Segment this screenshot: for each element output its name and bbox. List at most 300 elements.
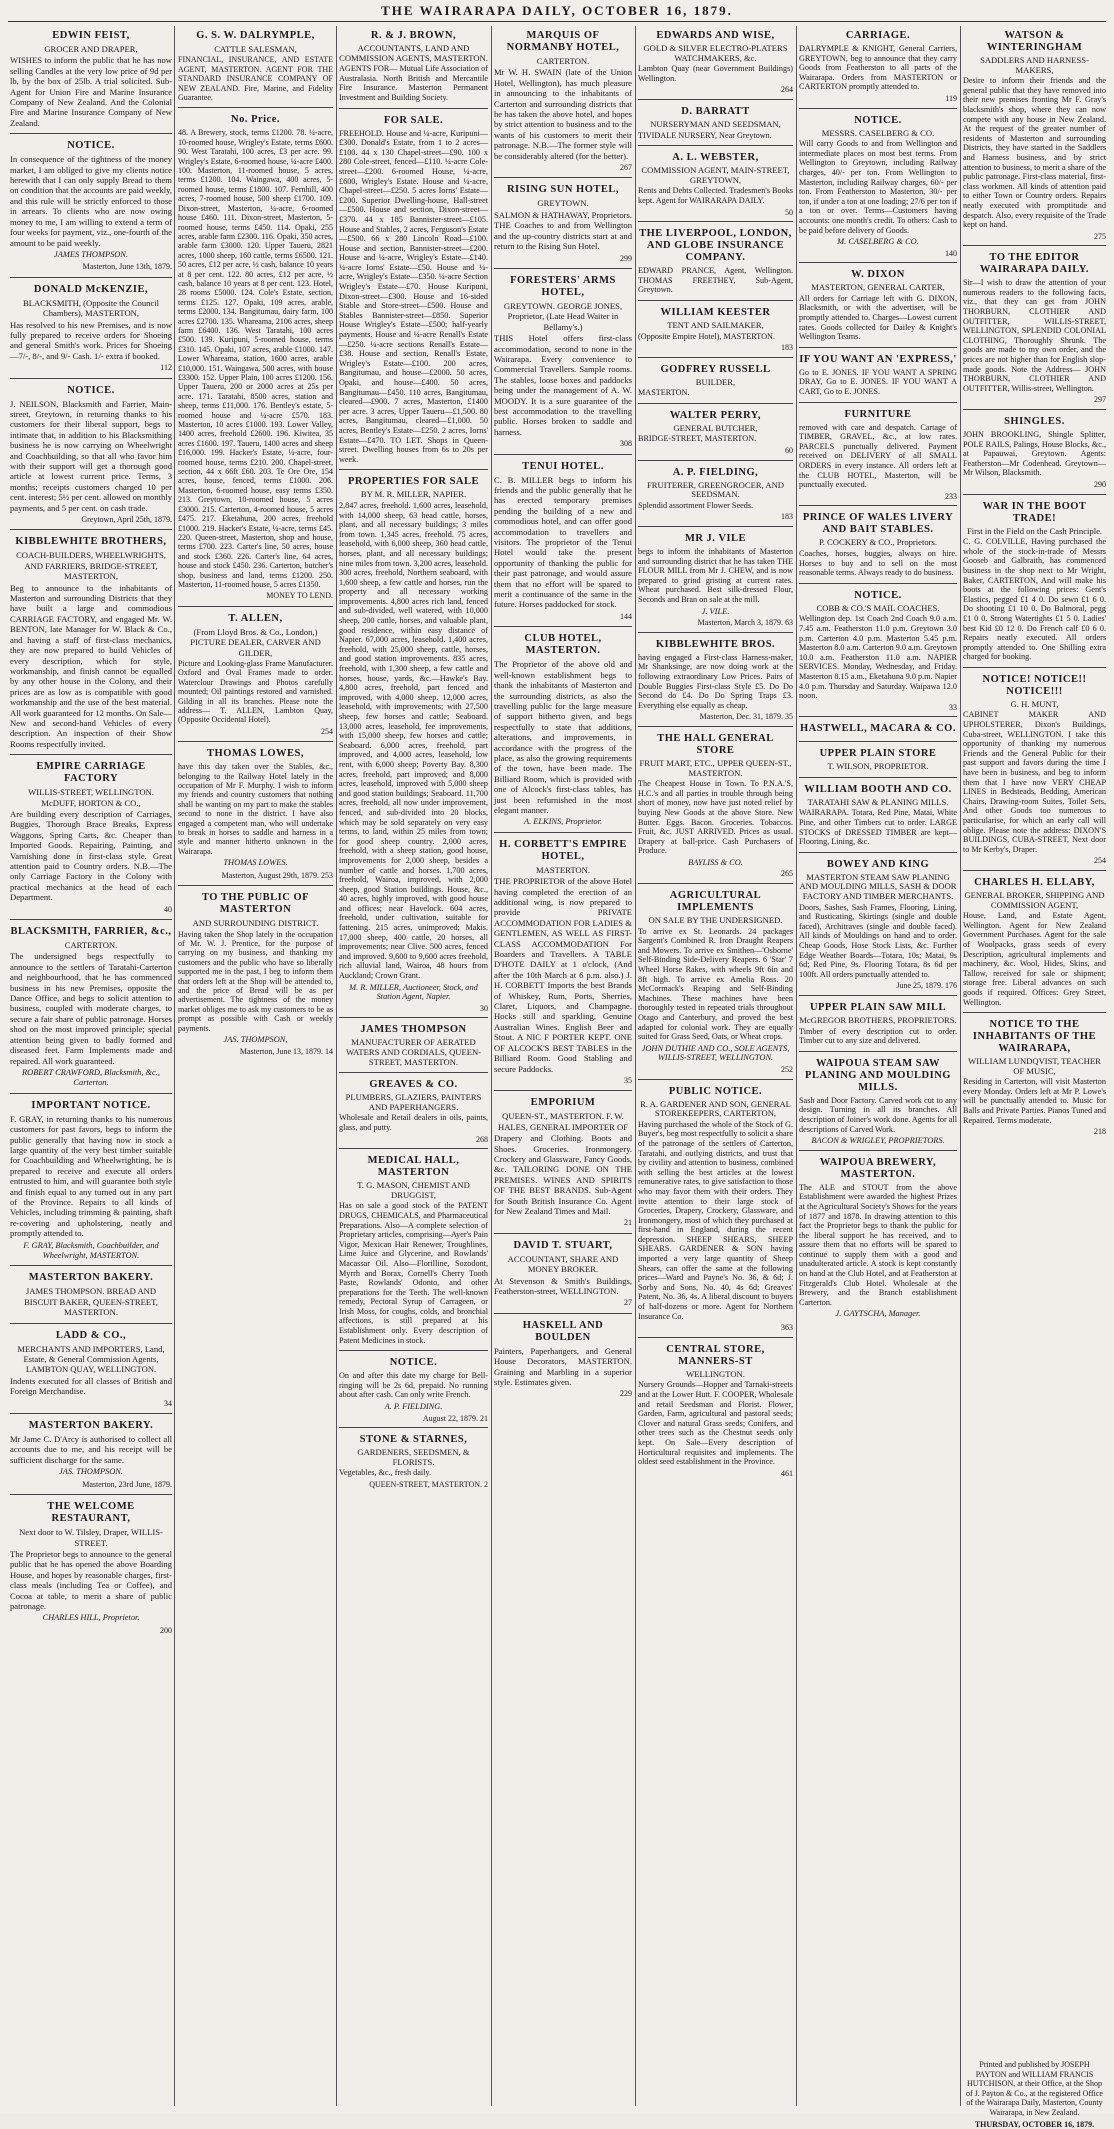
ad-title: IMPORTANT NOTICE.	[31, 1099, 151, 1111]
ad-footer: August 22, 1879. 21	[422, 1413, 488, 1423]
advertisement	[494, 629, 632, 833]
ad-title: D. BARRATT	[681, 105, 750, 117]
ad-subtitle: TENT AND SAILMAKER,	[667, 319, 764, 330]
ad-body: AGENTS FOR— Mutual Life Association of Australasia. North British and Mercantile Fire Insurance. Masterton Permanent Investment and Building Society.	[339, 64, 488, 102]
ad-subtitle: FRUIT MART, ETC., UPPER QUEEN-ST., MASTERTON.	[639, 757, 792, 778]
ad-body: Doors, Sashes, Sash Frames, Flooring, Lining, and Rusticating, Skirtings (single and double faced), Architraves (single and double faced). All kinds of Mouldings on hand and to order. Cheap Goods, Hose Stock Lists, &c. Further Edge Weather Boards—Totara, 10s; Matai, 9s 6d; Red Pine, 9s. Flooring Totara, 8s 6d per 100ft. All orders punctually attended to.	[799, 902, 957, 979]
ad-title: WILLIAM BOOTH AND CO.	[804, 783, 952, 795]
advertisement	[638, 635, 793, 727]
advertisement	[339, 1151, 488, 1351]
ad-subtitle: T. G. MASON, CHEMIST AND DRUGGIST,	[357, 1180, 470, 1200]
ad-title: No. Price.	[230, 114, 281, 126]
ad-body: Drapery and Clothing. Boots and Shoes. Groceries. Ironmongery. Crockery and Glassware, Fancy Goods, &c. TAILORING DONE ON THE PREMISES. WINES AND SPIRITS OF THE BEST BRANDS. Sub-Agent for South British Insurance Co. Agent for New Zealand Times and Mail.	[494, 1133, 632, 1216]
ad-subtitle: MERCHANTS AND IMPORTERS, Land, Estate, & General Commission Agents, LAMBTON QUAY, WELLINGTON.	[17, 1343, 165, 1375]
ad-footer: Masterton, August 29th, 1879. 253	[221, 870, 333, 880]
ad-title: THE LIVERPOOL, LONDON, AND GLOBE INSURANCE COMPANY.	[639, 228, 792, 264]
ad-title: JAMES THOMPSON	[360, 1024, 467, 1036]
ad-footer: 275	[1094, 231, 1106, 241]
ad-body: Painters, Paperhangers, and General House Decorators, MASTERTON. Graining and Marbling in a superior style. Estimates given.	[494, 1345, 632, 1388]
ad-body: On and after this date my charge for Bell-ringing will be 2s 6d, prepaid. No running about after cash. Can only write French.	[339, 1371, 488, 1400]
ad-title: TO THE EDITOR WAIRARAPA DAILY.	[979, 252, 1090, 276]
ad-title: FORESTERS' ARMS HOTEL,	[510, 274, 616, 298]
ad-title: A. L. WEBSTER,	[672, 152, 759, 164]
masthead-rule	[8, 21, 1106, 22]
ad-title: EMPORIUM	[530, 1097, 596, 1109]
ad-signature: JAS. THOMPSON.	[59, 1467, 123, 1477]
advertisement	[339, 26, 488, 109]
ad-title: T. ALLEN,	[228, 612, 283, 624]
advertisement	[638, 26, 793, 100]
ad-subtitle: McGREGOR BROTHERS, PROPRIETORS.	[799, 1014, 957, 1025]
ad-body: C. B. MILLER begs to inform his friends and the public generally that he has erected temporary premises pending the building of a new and commodious hotel, and can offer good accommodation to travellers and visitors. The proprietor of the Tenui Hotel would take the present opportunity of thanking the public for their past patronage, and would assure them that no effort will be spared to merit a continuance of the same in the future. Horses paddocked for stock.	[494, 474, 632, 610]
ad-footer: 140	[945, 248, 957, 258]
advertisement	[339, 1353, 488, 1428]
advertisement	[494, 1093, 632, 1233]
advertisement	[963, 248, 1106, 410]
advertisement	[638, 463, 793, 527]
advertisement	[178, 888, 333, 1062]
ad-subtitle: GREYTOWN. GEORGE JONES, Proprietor, (Late Head Waiter in Bellamy's.)	[503, 300, 623, 332]
ad-footer: QUEEN-STREET, MASTERTON. 2	[369, 1480, 488, 1489]
ad-footer: 40	[164, 904, 172, 914]
ad-title: CLUB HOTEL, MASTERTON.	[524, 633, 602, 657]
column-6	[799, 26, 957, 2106]
ad-title: TO THE PUBLIC OF MASTERTON	[201, 892, 310, 916]
ad-title: EDWIN FEIST,	[52, 30, 130, 41]
advertisement	[963, 26, 1106, 246]
ad-title: A. P. FIELDING,	[672, 466, 759, 478]
ad-title: H. CORBETT'S EMPIRE HOTEL,	[499, 838, 627, 862]
ad-body: Residing in Carterton, will visit Masterton every Monday. Orders left at Mr P. Lowe's will be punctually attended to. Music for Balls and Private Parties. Pianos Tuned and Repaired. Terms moderate.	[963, 1077, 1106, 1125]
ad-signature: J. VILE.	[701, 606, 730, 616]
ad-body: Indents executed for all classes of British and Foreign Merchandise.	[10, 1375, 172, 1397]
ad-body: To arrive ex St. Leonards. 24 packages Sargent's Combined R. Iron Draught Reapers and Mowers. To arrive ex Smithen—'Osborne' Self-Binding Side-Delivery Reapers. 6 'Star' 7 Wheel Horse Rakes, with wheels 9ft 6in and 8ft high. To arrive ex Amelia Ross. 20 McCormack's Reaping and Self-Binding Machines. These machines have been thoroughly tested in repeated trials throughout Otago and Canterbury, and proved the best adapted for colonial work. They are equally suited for Grass Seed, Oats, or Wheat crops.	[638, 926, 793, 1042]
ad-footer: Masterton, March 3, 1879. 63	[697, 618, 793, 628]
ad-title: WAR IN THE BOOT TRADE!	[982, 500, 1087, 524]
imprint	[963, 2060, 1106, 2129]
ad-body: Vegetables, &c., fresh daily.	[339, 1468, 431, 1478]
advertisement	[638, 148, 793, 222]
advertisement	[638, 529, 793, 633]
ad-title: WILLIAM KEESTER	[660, 306, 771, 318]
ad-body: 48. A Brewery, stock, terms £1200. 78. ¼-acre, 10-roomed house, Wrigley's Estate, terms £600. 90. West Taratahi, 100 acres, £3 per acre. 99. Wrigley's Estate, 6-roomed house, ¼-acre £400. 100. Masterton, 11-roomed house, 5 acres, terms £1200. 104. Waingawa, 400 acres, 5-roomed house, terms £1800. 107. Fernhill, 400 acres, 7-roomed house, 500 sheep £1700. 109. Dixon-street, Masterton, ¼-acre, 6-roomed house £460. 111. Dixon-street, Masterton, 5-roomed house, terms £450. 114. Opaki, 255 acres, arable farm £2300. 116. Opaki, 350 acres, arable farm £3000. 120. Upper Taueru, 2821 acres, 1000 sheep, 160 cattle, terms £6500. 121. 50 acres, £12 per acre, ½ cash, balance 10 years at 8 per cent. 122. 80 acres, £12 per acre, ½ cash, balance 10 years at 8 per cent. 123. Hotel, 28 rooms £5000. 124. Cole's Estate, section, terms £125. 127. Opaki, 109 acres, arable, terms £2000. 134. Bangitumau, dairy farm, 100 acres £2700. 135. Whareama, 2106 acres, sheep farm £6400. 136. West Taratahi, 100 acres £500. 139. Kuripuni, 5-roomed house, terms £310. 145. Opaki, 107 acres, arable £1000. 147. Lower Whareama, station, 1600 acres, arable £10,000. 151. Waingawa, 500 acres, with house £3300. 152. Upper Plain, 100 acres £1200. 156. Upper Taueru, 200 or 2000 acres at 25s per acre. 171. Taratahi, 8500 acres, station and sheep, terms £11,000. 176. Bentley's estate, 5-roomed house and ¼-acre £570. 183. Masterton, 10 acres £1000. 193. Lower Valley, 1400 acres, freehold £2600. 196. Kiwitea, 35 acres £1600. 197. Taueru, 1400 acres and sheep £16,000. 199. Hacker's Estate, ¼-acre, four-roomed house, terms £210. 200. Chapel-street, section, 44 x 66ft £60. 203. Te Ore Ore, 154 acres, house, fenced, terms £1000. 206. Masterton, 6-roomed house, easy terms £350. 213. Greytown, 10-roomed house, 5 acres £3000. 215. Carterton, 4-roomed house, 5 acres £475. 217. Eketahuna, 200 acres, freehold £1000. 219. Hacker's Estate, ¼-acre, terms £45. 220. Queen-street, Masterton, shop and house, terms £700. 223. Carter's line, 50 acres, house and stock £360. 226. Carter's line, 64 acres, house and stock £450. 236. Carterton, butcher's shop, business and land, terms £1200. 250. Masterton, 11-roomed house, 5 acres £1350.	[178, 128, 333, 589]
ad-footer: 35	[624, 1075, 632, 1085]
ad-footer: June 25, 1879. 176	[896, 981, 957, 991]
ad-body: 2,847 acres, freehold. 1,600 acres, leasehold, with 14,000 sheep, 63 head cattle, horses, plant, and all necessary buildings; 3 miles from town. 1,345 acres, freehold. 75 acres, leasehold, with 6,000 sheep, 360 head cattle, horses, plant, and all necessary buildings; nine miles from town. 3,200 acres, leasehold. 300 acres, freehold, Northern seaboard, with 1,600 sheep, a few cattle and horses, run the property and all necessary working improvements. 4,800 acres rich land, fenced and sub-divided, well watered, with 10,000 sheep, 200 cattle, horses, and valuable plant, good residence, within easy distance of Napier. 67,000 acres, leasehold. 1,400 acres, freehold, with 25,000 sheep, cattle, horses, and good station improvements. 835 acres, freehold, with 1,300 sheep, a few cattle and horses, house, yards, &c.—Hawke's Bay. 4,800 acres, freehold, part fenced and improved, with 4,000 sheep. 12,000 acres, leasehold, with improvements; with 27,500 sheep, few horses and cattle; Seaboard. 13,000 acres, leasehold, fee improvements, with 15,000 sheep, few horses and cattle; Seaboard. 6,000 acres, freehold, part improved, and 4,000 acres, leasehold, low rent, with 6,000 sheep; Poverty Bay. 8,300 acres, freehold, part improved; and 8,000 acres, leasehold, improved with 5,000 sheep and good station buildings; Seaboard. 11,700 acres, freehold, all now under improvement, fenced, and sub-divided into 20 blocks, which may be sold separately on very easy terms, to land, within 25 miles from town; for good sheep country. 2,000 acres, freehold, with a sheep station, good house, improvements for 2,000 sheep, besides a number of cattle and horses. 1,700 acres, freehold, Wairoa, improved, with 2,000 sheep, good Station buildings. House, &c., 40 acres, highly improved, with good house and offices; near Havelock. 604 acres, freehold, under cultivation, suitable for fattening. 215 acres, unimproved; Makis. 17,000 sheep, 400 cattle, 20 horses, all improvements; near Clive. 500 acres, fenced and improved. 9,600 to 9,600 acres freehold, rich alluvial land, Wairoa, 48 hours from Auckland; Crown Grant.	[339, 500, 488, 981]
ad-subtitle: WELLINGTON.	[686, 1368, 745, 1379]
ad-subtitle: T. WILSON, PROPRIETOR.	[827, 761, 929, 772]
ad-title: BLACKSMITH, FARRIER, &c.,	[10, 926, 172, 938]
ad-title: BOWEY AND KING	[826, 858, 930, 870]
ad-title: SHINGLES.	[1004, 416, 1065, 427]
ad-title: WAIPOUA STEAM SAW PLANING AND MOULDING MILLS.	[805, 1057, 951, 1093]
ad-subtitle: CATTLE SALESMAN,	[214, 44, 297, 54]
ad-title: FURNITURE	[844, 408, 912, 420]
advertisement	[178, 744, 333, 886]
advertisement	[339, 472, 488, 1018]
advertisement	[799, 780, 957, 853]
ad-subtitle: ACCOUNTANTS, LAND AND COMMISSION AGENTS, MASTERTON.	[339, 43, 488, 63]
ad-subtitle: G. H. MUNT,	[1010, 698, 1059, 709]
ad-footer: Greytown, April 25th, 1879.	[81, 515, 172, 525]
advertisement	[638, 406, 793, 461]
ad-body: Beg to announce to the inhabitants of Masterton and surrounding Districts that they have built a large and commodious CARRIAGE FACTORY, and engaged Mr. W. BENTON, late Manager for W. Black & Co., and having a staff of first-class mechanics, they are now prepared to build Vehicles of every description, which for style, workmanship, and finish cannot be equalled by any other house in the Colony, and their prices are as low as is compatible with good workmanship and the use of the best material. All work guaranteed for 12 months. On Sale—New and second-hand Vehicles of every description. An inspection of their Show Rooms respectfully invited.	[10, 582, 172, 749]
ad-title: DONALD McKENZIE,	[33, 283, 149, 295]
ad-body: MASTERTON.	[638, 388, 690, 398]
advertisement	[799, 508, 957, 583]
ad-title: NOTICE.	[854, 589, 902, 601]
imprint-date: THURSDAY, OCTOBER 16, 1879.	[974, 2119, 1095, 2129]
ad-title: MEDICAL HALL, MASTERTON	[367, 1155, 460, 1179]
ad-body: SALMON & HATHAWAY, Proprietors. THE Coaches to and from Wellington and the up-country districts start at and return to the Rising Sun Hotel.	[494, 209, 633, 252]
ad-title: LADD & CO.,	[55, 1329, 127, 1341]
ad-title: STONE & STARNES,	[359, 1434, 468, 1446]
ad-footer: 233	[945, 491, 957, 501]
advertisement	[339, 1430, 488, 1493]
column-2	[178, 26, 333, 2106]
ad-body: In consequence of the tightness of the money market, I am obliged to give my clients notice herewith that I can only supply Bread to them on condition that the accounts are paid weekly, and this rule will be strictly enforced to those in arrears. To clients who are now owing money to me, I am willing to extend a term of four weeks for payment, viz., one-fourth of the amount to be paid weekly.	[10, 154, 172, 248]
advertisement	[799, 998, 957, 1052]
ad-body: THE PROPRIETOR of the above Hotel having completed the erection of an additional wing, is now prepared to provide PRIVATE ACCOMMODATION FOR LADIES & GENTLEMEN, AS WELL AS FIRST-CLASS ACCOMMODATION For Boarders and Travellers. A TABLE D'HOTE DAILY at 1 o'clock, (And after the 10th March at 6 p.m. also.) J. H. CORBETT Imports the best Brands of Whiskey, Rum, Ports, Sherries, Claret, Liquors, and Champagne. Hocks still and sparkling, Genuine Australian Wines. English Beer and Stout. A NIC F PORTER KEPT. ONE OF ALCOCK'S BEST TABLES in the Billiard Room. Good Stabling and secure Paddocks.	[494, 876, 632, 1074]
advertisement	[799, 1153, 957, 1323]
ad-footer: 21	[624, 1218, 632, 1228]
ad-signature: BACON & WRIGLEY, PROPRIETORS.	[811, 1136, 945, 1146]
ad-body: Will carry Goods to and from Wellington and intermediate places on most best terms. From Wellington to Greytown, including Railway charges, 40/- per ton. From Wellington to Masterton, including Railway charges, 60/- per ton. From Featherston to Masterton, 30/- per ton, if under a ton at one loading; 27/6 per ton if a ton or over. Terms—Customers having accounts: one month's credit. To others: Cash to be paid before delivery of Goods.	[799, 139, 957, 235]
column-1	[10, 26, 172, 2106]
advertisement	[799, 719, 957, 742]
ad-body: Mr Jame C. D'Arcy is authorised to collect all accounts due to me, and his receipt will be sufficient discharge for the same.	[10, 1434, 172, 1465]
ad-title: EMPIRE CARRIAGE FACTORY	[36, 761, 146, 785]
advertisement	[799, 1054, 957, 1151]
ad-title: WALTER PERRY,	[669, 409, 762, 421]
column-divider	[336, 26, 337, 2106]
ad-footer: 60	[785, 446, 793, 456]
advertisement	[638, 729, 793, 884]
ad-footer: 254	[321, 726, 333, 736]
ad-footer: 264	[781, 85, 793, 95]
ad-title: W. DIXON	[851, 269, 905, 281]
advertisement	[10, 136, 172, 277]
ad-body: begs to inform the inhabitants of Masterton and surrounding district that he has taken THE FLOUR MILL from Mr J. CHEW, and is now prepared to grind gristing at current rates. Wheat purchased. Best silk-dressed Flour, Seconds and Bran on sale at the mill.	[638, 547, 793, 604]
advertisement	[638, 886, 793, 1080]
ad-subtitle: PLUMBERS, GLAZIERS, PAINTERS AND PAPERHANGERS.	[345, 1092, 482, 1112]
advertisement	[178, 609, 333, 742]
column-divider	[960, 26, 961, 2106]
ad-body: (Opposite Empire Hotel), MASTERTON.	[638, 331, 775, 341]
ad-body: have this day taken over the Stables, &c., belonging to the Railway Hotel lately in the occupation of Mr F. Murphy. I wish to inform my friends and country customers that nothing shall be wanting on my part to make the stables second to none in the district. I have also engaged a competent man, who will undertake to break in horses to saddle and harness in a style and manner hitherto unknown in the Wairarapa.	[178, 762, 333, 856]
advertisement	[10, 381, 172, 531]
ad-body: Timber of every description cut to order. Timber cut to any size and delivered.	[799, 1026, 957, 1046]
masthead: THE WAIRARAPA DAILY, OCTOBER 16, 1879.	[381, 3, 733, 18]
ad-subtitle: CARTERTON.	[536, 56, 590, 66]
advertisement	[799, 855, 957, 996]
ad-subtitle: ACCOUNTANT, SHARE AND MONEY BROKER.	[507, 1253, 619, 1275]
ad-body: Sash and Door Factory. Carved work cut to any design. Turning in all its branches. All description of Joiner's work done. Agents for all descriptions of Carved Work.	[799, 1095, 957, 1134]
ad-subtitle: WILLIS-STREET, WELLINGTON. McDUFF, HORTON & CO.,	[28, 787, 154, 808]
ad-signature: M. R. MILLER, Auctioneer, Stock, and Station Agent, Napier.	[349, 982, 478, 1002]
ad-title: MR J. VILE	[684, 533, 747, 545]
advertisement	[799, 586, 957, 718]
column-7	[963, 26, 1106, 2054]
ad-body: Picture and Looking-glass Frame Manufacturer. Oxford and Oval Frames made to order. Waterclour Drawings and Photos carefully mounted; Oil paintings restored and varnished. Gilding in all its branches. Please note the address— T. ALLEN, Lambton Quay, (Opposite Occidental Hotel).	[178, 658, 333, 725]
ad-subtitle: COBB & CO.'S MAIL COACHES.	[816, 602, 940, 613]
ad-subtitle: GREYTOWN.	[537, 198, 589, 209]
advertisement	[638, 1082, 793, 1338]
ad-subtitle: CARTERTON.	[64, 940, 118, 951]
advertisement	[494, 26, 632, 178]
ad-title: CHARLES H. ELLABY,	[974, 876, 1095, 888]
ad-title: MASTERTON BAKERY.	[28, 1420, 154, 1432]
advertisement	[638, 303, 793, 358]
ad-subtitle: (From Lloyd Bros. & Co., London,) PICTURE DEALER, CARVER AND GILDER,	[190, 626, 321, 658]
advertisement	[178, 110, 333, 606]
advertisement	[10, 922, 172, 1094]
ad-title: CENTRAL STORE, MANNERS-ST	[666, 1343, 765, 1367]
ad-body: having engaged a First-class Harness-maker, Mr Shanksinge, are now doing work at the following extraordinary Low Prices. Pairs of Double Buggies First-class Style £5. Do Do Second do £4. Do Do Spring Traps £3. Everything else equally as cheap.	[638, 652, 793, 710]
ad-subtitle: MASTERTON STEAM SAW PLANING AND MOULDING MILLS, SASH & DOOR FACTORY AND TIMBER MERCHANTS.	[799, 871, 957, 902]
ad-footer: 297	[1094, 395, 1106, 405]
ad-signature: BAYLISS & CO.	[688, 857, 743, 867]
advertisement	[494, 1236, 632, 1314]
ad-body: C. G. COLVILLE, Having purchased the whole of the stock-in-trade of Messrs Gooseb and Galbraith, has commenced business in the shop next to Mr Wright, Baker, CARTERTON, And will make his boots at the following prices: Gent's Elastics, pegged £1 4 0. Do sewn £1 6 0. Do shooting £1 10 0. Do Balmoral, pegg £1 0 0. Strong Watertights £1 5 0. Ladies' best Kid £0 12 0. Do French calf £0 6 0. Repairs neatly executed. All orders promptly attended to. One Shilling extra charged for booking.	[963, 537, 1106, 662]
ad-signature: A. P. FIELDING.	[384, 1402, 443, 1412]
ad-body: The Cheapest House in Town. To P.N.A.'S, H.C.'s and all parties in trouble through being short of money, now have just noted relief by buying New Goods at the above Store. New Butter. Eggs. Bacon. Groceries. Tobaccos. Fruit, &c. JUST ARRIVED. Prices as usual. Drapery at ball-price. Cash Purchasers of Produce.	[638, 779, 793, 856]
ad-subtitle: BUILDER,	[695, 376, 736, 387]
ad-footer: 268	[476, 1134, 488, 1144]
ad-title: PROPERTIES FOR SALE	[347, 476, 480, 488]
column-divider	[491, 26, 492, 2106]
ad-body: J. NEILSON, Blacksmith and Farrier, Main-street, Greytown, in returning thanks to his customers for their liberal support, begs to intimate that, in addition to his Blacksmithing business he is now carrying on Wheelwright and Coachbuilding, so that all who favor him with their support will get a thorough good article at lowest current price. Terms, 3 months; receipts customers charged 10 per cent. interest; 5½ per cent. allowed on monthly payments, and 5 per cent. on cash trade.	[10, 398, 172, 513]
ad-body: Lambton Quay (near Government Buildings) Wellington.	[638, 64, 793, 83]
ad-title: MASTERTON BAKERY.	[28, 1272, 154, 1284]
advertisement	[494, 180, 632, 268]
ad-footer: 265	[781, 869, 793, 879]
ad-subtitle: GOLD & SILVER ELECTRO-PLATERS WATCHMAKERS, &c.	[643, 43, 788, 63]
ad-subtitle: Next door to W. Tilsley, Draper, WILLIS-STREET.	[19, 1527, 163, 1548]
advertisement	[963, 873, 1106, 1013]
advertisement	[963, 497, 1106, 668]
advertisement	[638, 360, 793, 404]
ad-body: Has resolved to his new Premises, and is now fully prepared to receive orders for Shoeing and general Smith's work. Prices for Shoeing—7/-, 8/-, and 9/- Cash. 1/- extra if booked.	[10, 319, 172, 361]
ad-body: TIVIDALE NURSERY, Near Greytown.	[638, 130, 772, 140]
ad-subtitle: TARATAHI SAW & PLANING MILLS.	[807, 796, 949, 807]
ad-title: WAIPOUA BREWERY, MASTERTON.	[819, 1156, 937, 1180]
ad-body: Has on sale a good stock of the PATENT DRUGS, CHEMICALS, and Pharmaceutical Preparations. Also—A complete selection of Proprietary articles, comprising—Ayer's Pain Vigor, Mexican Hair Renewer, Troughlines, Lime Juice and Glycerine, and Rowlands' Macassar Oil. Also—Florilline, Sozodont, Myrrh and Borax, Cornell's Cherry Tooth Paste, Rowlands' Odonto, and other preparations for the Teeth. The well-known remedy, Pectoral Syrup of Carrageen, or Irish Moss, for coughs, colds, and bronchial affections, is still prepared at his Establishment only. Every description of Patent Medicines in stock.	[339, 1201, 488, 1345]
ad-title: UPPER PLAIN SAW MILL	[809, 1001, 947, 1013]
ad-footer: 183	[781, 512, 793, 522]
ad-signature: CHARLES HILL, Proprietor.	[42, 1613, 140, 1623]
ad-body: Splendid assortment Flower Seeds.	[638, 500, 754, 510]
ad-title: UPPER PLAIN STORE	[819, 748, 937, 760]
ad-title: KIBBLEWHITE BROTHERS,	[15, 536, 167, 548]
ad-body: Are building every description of Carriages, Buggies, Thorough Brace Breaks, Express Waggons, Spring Carts, &c. Cheaper than Imported Goods. Repairing, Painting, and Varnishing done in first-class style. Great attention paid to Country orders. N.B.—The only Carriage Factory in the Colony with practical mechanics at the head of each Department.	[10, 808, 172, 903]
ad-footer: 33	[949, 702, 957, 712]
advertisement	[339, 111, 488, 471]
ad-body: The undersigned begs respectfully to announce to the settlers of Taratahi-Carterton and neighbourhood, that he has commenced business in his new Premises, opposite the Dance Office, and begs to solicit attention to business, coupled with moderate charges, to secure a fair share of public patronage. Horses shod on the most improved principle; special attention being given to badly formed and diseased feet. Farm Implements made and repaired. All work guaranteed.	[10, 951, 172, 1066]
ad-footer: 119	[945, 93, 957, 103]
ad-signature: A. ELKINS, Proprietor.	[523, 817, 603, 827]
ad-title: NOTICE.	[389, 1357, 438, 1369]
advertisement	[10, 1416, 172, 1495]
advertisement	[963, 412, 1106, 495]
ad-footer: 27	[624, 1298, 632, 1308]
ad-footer: 112	[160, 363, 172, 373]
ad-body: Wholesale and Retail dealers in oils, paints, glass, and putty.	[339, 1113, 488, 1132]
ad-body: Go to E. JONES. IF YOU WANT A SPRING DRAY, Go to E. JONES. IF YOU WANT A CART, Go to E. JONES.	[799, 367, 957, 397]
ad-body: Desire to inform their friends and the general public that they have removed into their new premises fronting Mr F. Gray's blacksmith's shop, where they can now compete with any house in New Zealand. At the request of the greater number of residents of Masterton and surrounding Districts, they have started in the Saddlers and Harness business, and by strict attention to business, to merit a share of the public patronage. First-class material, first-class workmen. All kinds of attention paid to either Town or Country orders. Repairs neatly executed with promptitude and despatch. Also, every requisite of the Trade kept on hand.	[963, 76, 1106, 230]
ad-subtitle: GENERAL BUTCHER,	[673, 422, 758, 433]
ad-footer: Masterton, 23rd June, 1879.	[82, 1479, 172, 1489]
ad-footer: 50	[785, 207, 793, 217]
ad-subtitle: MESSRS. CASELBERG & CO.	[821, 127, 935, 138]
advertisement	[799, 744, 957, 778]
ad-title: EDWARDS AND WISE,	[656, 30, 775, 41]
ad-subtitle: JAMES THOMPSON. BREAD AND BISCUIT BAKER, QUEEN-STREET, MASTERTON.	[24, 1286, 158, 1318]
ad-signature: JAS. THOMPSON,	[223, 1034, 288, 1044]
ad-title: MARQUIS OF NORMANBY HOTEL,	[506, 30, 620, 53]
ad-footer: 267	[620, 163, 632, 173]
ad-title: R. & J. BROWN,	[370, 30, 457, 41]
advertisement	[178, 26, 333, 108]
ad-body: BRIDGE-STREET, MASTERTON.	[638, 434, 757, 444]
ad-title: GREAVES & CO.	[369, 1079, 458, 1091]
ad-title: AGRICULTURAL IMPLEMENTS	[669, 890, 762, 914]
advertisement	[638, 1340, 793, 1483]
ad-footer: 200	[160, 1625, 172, 1635]
ad-footer: 461	[781, 1468, 793, 1478]
ad-footer: 229	[620, 1389, 632, 1399]
ad-subtitle: FRUITERER, GREENGROCER, AND SEEDSMAN.	[646, 479, 785, 500]
ad-body: WAIRARAPA. Totara, Red Pine, Matai, White Pine, and other Timbers cut to order. LARGE STOCKS of DRESSED TIMBER are kept—Flooring, Lining, &c.	[799, 808, 957, 847]
ad-subtitle: GENERAL BROKER, SHIPPING AND COMMISSION AGENT,	[964, 889, 1105, 910]
imprint-text: Printed and published by JOSEPH PAYTON and WILLIAM FRANCIS HUTCHISON, at their Office, at the Shop of J. Payton & Co., at the registered Office of the Wairarapa Daily, Masterton, County Wairarapa, in New Zealand.	[966, 2060, 1103, 2117]
advertisement	[10, 280, 172, 379]
ad-body: House, Land, and Estate Agent, Wellington. Agent for New Zealand Government Purchases. Agent for the sale of Woolpacks, grass seeds of every Description, agricultural implements and machinery, &c. Wool, Hides, Skins, and Tallow, received for sale or shipment; storage free. Liberal advances on such goods if required. Offices: Grey Street, Wellington.	[963, 911, 1106, 1007]
ad-title: HASKELL AND BOULDEN	[522, 1319, 604, 1343]
ad-footer: Masterton, June 13th, 1879.	[82, 262, 172, 272]
ad-subtitle: WILLIAM LUNDQVIST, TEACHER OF MUSIC,	[968, 1056, 1101, 1076]
advertisement	[799, 265, 957, 348]
ad-footer: 144	[620, 611, 632, 621]
column-divider	[796, 26, 797, 2106]
ad-body: WISHES to inform the public that he has now selling Candles at the very low price of 9d per lb, by the box of 25lb. A trial solicited. Sub-Agent for Union Fire and Marine Insurance Company of New Zealand. And the Colonial Fire and Marine Insurance Company of New Zealand.	[10, 55, 172, 128]
ad-footer: 252	[781, 1064, 793, 1074]
ad-title: PRINCE OF WALES LIVERY AND BAIT STABLES.	[802, 512, 954, 536]
advertisement	[494, 1316, 632, 1404]
ad-body: Mr W. H. SWAIN (late of the Union Hotel, Wellington), has much pleasure in announcing to the inhabitants of Carterton and surrounding districts that he has taken the above hotel, and hopes by strict attention to business and to the wants of his customers to merit their patronage. N.B.—The former style will be considerably altered (for the better).	[494, 67, 632, 161]
ad-subtitle: MANUFACTURER OF AERATED WATERS AND CORDIALS, QUEEN-STREET, MASTERTON.	[345, 1037, 482, 1067]
ad-body: DALRYMPLE & KNIGHT, General Carriers, GREYTOWN, beg to announce that they carry Goods from Featherston to all parts of the Wairarapa. Orders from MASTERTON or CARTERTON promptly attended to.	[799, 44, 957, 92]
ad-title: THE WELCOME RESTAURANT,	[47, 1501, 135, 1525]
column-5	[638, 26, 793, 2106]
ad-title: HASTWELL, MACARA & CO.	[800, 723, 956, 735]
ad-footer: 254	[1094, 856, 1106, 866]
ad-title: NOTICE.	[67, 140, 115, 152]
ad-footer: Masterton, June 13, 1879. 14	[239, 1047, 333, 1057]
ad-signature: M. CASELBERG & CO.	[837, 237, 919, 247]
ad-footer: 299	[620, 253, 632, 263]
ad-title: GODFREY RUSSELL	[660, 363, 771, 375]
ad-subtitle: QUEEN-ST., MASTERTON. F. W. HALES, GENERAL IMPORTER OF	[498, 1111, 628, 1132]
ad-title: NOTICE! NOTICE!! NOTICE!!!	[982, 673, 1087, 697]
ad-body: FREEHOLD. House and ¼-acre, Kuripuni—£300. Donald's Estate, from 1 to 2 acres—£100. 44 x 130 Chapel-street—£90. 100 x 280 Cole-street, fenced—£110. ¼-acre Cole-street—£200. 6-roomed House, ¼-acre, £600, Wrigley's Estate. House and ¼-acre, Chapel-street—£250. 5 acres Iorns' Estate—£200. Superior Dwelling-house, Hall-street—£500. House and section, Dixon-street—£370. 44 x 185 Bannister-street—£105. House and Stables, 2 acres, Ferguson's Estate—£500. 66 x 280 Lincoln Road—£100. House and section, Bannister-street—£200. House and ¼-acre, Wrigley's Estate—£140. ¼-acre Iorns' Estate—£50. House and ¼-acre, Wrigley's Estate—£350. ¼-acre Section Wrigley's Estate—£70. House Kuripuni, Dixon-street—£300. House and 16-sided Stable and Store-street—£500. House and Stables Bannister-street—£850. Superior House Wrigley's Estate—£500; half-yearly payments. House and ¼-acre Renall's Estate—£250. ¼-acre sections Renall's Estate—£38. House and section, Renall's Estate, Wrigley's Estate—£100. 200 acres, Bangitumau, and house—£2000. 50 acres, Opaki, and house—£400. 50 acres, Bangitumau—£450. 110 acres, Bangitumau, cleared—£900. 7 acres, Masterton, £1400 per acre. 3 acres, Upper Taueru—£1,500. 80 acres, Bangitumau, cleared—£1,000. 50 acres, Bentley's Estate—£250. 2 acres, Iorns' Estate—£470. TO LET. Shops in Queen-street. Dwelling houses from 6s to 20s per week.	[339, 128, 488, 464]
ad-subtitle: R. A. GARDENER AND SON, GENERAL STOREKEEPERS, CARTERTON,	[640, 1098, 791, 1119]
ad-subtitle: BLACKSMITH, (Opposite the Council Chambers), MASTERTON,	[22, 297, 160, 319]
ad-footer: Masterton, Dec. 31, 1879. 35	[699, 712, 793, 722]
advertisement	[10, 1268, 172, 1323]
advertisement	[339, 1020, 488, 1073]
ad-title: DAVID T. STUART,	[513, 1239, 613, 1251]
column-divider	[174, 26, 175, 2106]
advertisement	[799, 350, 957, 403]
ad-footer: 30	[480, 1003, 488, 1013]
ad-body: Nursery Grounds—Hopper and Tarnaki-streets and at the Lower Hutt. F. COOPER, Wholesale and retail Seedsman and Florist. Flower, Garden, Farm, agricultural and pastoral seeds; Clover and natural Grass seeds; Conifers, and other trees such as the Chestnut seeds only kept. On Sale—Every description of Horticultural requisites and implements. The oldest seed establishment in the Province.	[638, 1380, 793, 1467]
ad-signature: J. GAYTSCHA, Manager.	[835, 1309, 921, 1319]
ad-signature: JAMES THOMPSON.	[54, 249, 128, 259]
ad-signature: ROBERT CRAWFORD, Blacksmith, &c., Carterton.	[22, 1067, 160, 1088]
ad-body: THIS Hotel offers first-class accommodation, second to none in the Wairarapa. Every convenience to Commercial Travellers. Sample rooms. The stables, loose boxes and paddocks being under the management of A. W. MOODY. It is a sure guarantee of the best accommodation to the travelling public. Horses broken to saddle and harness.	[494, 333, 632, 437]
ad-footer: 218	[1094, 1127, 1106, 1137]
ad-title: KIBBLEWHITE BROS.	[655, 638, 776, 650]
ad-subtitle: COACH-BUILDERS, WHEELWRIGHTS, AND FARRIERS, BRIDGE-STREET, MASTERTON,	[16, 550, 166, 582]
ad-body: removed with care and despatch. Cartage of TIMBER, GRAVEL, &c., at low rates. PARCELS punctually delivered. Payment received on DELIVERY of all SMALL ORDERS in every instance. All orders left at the CLUB HOTEL, Masterton, will be punctually executed.	[799, 422, 957, 490]
ad-body: Having taken the Shop lately in the occupation of Mr. W. J. Prentice, for the purpose of carrying on my business, and thanking my customers and the public who have so liberally supported me in the past, I beg to inform them that orders left at the Shop will be attended to, and the price of Bread will be as per advertisement. The tightness of the money market obliges me to ask my customers to be as prompt as possible with Cash or weekly payments.	[178, 929, 333, 1033]
ad-subtitle: NURSERYMAN AND SEEDSMAN,	[650, 118, 781, 129]
advertisement	[339, 1075, 488, 1149]
advertisement	[638, 102, 793, 146]
ad-subtitle: GROCER AND DRAPER,	[44, 44, 138, 54]
ad-body: The ALE and STOUT from the above Establishment were awarded the highest Prizes at the Agricultural Society's Shows for the years of 1877 and 1878. In drawing attention to this fact the Proprietor begs to thank the public for the liberal support he has received, and to assure them that no efforts will be spared to continue to supply them with a good and unadulterated article. A stock is kept constantly on hand at the Club Hotel, and at Featherston at Fitzgerald's Club Hotel. Wholesale at the Brewery, and the Branch establishment Carterton.	[799, 1182, 957, 1307]
column-divider	[635, 26, 636, 2106]
ad-footer: 183	[781, 343, 793, 353]
ad-footer: 34	[164, 1398, 172, 1408]
ad-title: NOTICE TO THE INHABITANTS OF THE WAIRARAPA,	[972, 1019, 1097, 1055]
advertisement	[799, 111, 957, 264]
ad-body: All orders for Carriage left with G. DIXON, Blacksmith, or with the advertiser, will be promptly attended to. Charges—Lowest current rates. Goods collected for Dailey & Knight's Wellington Teams.	[799, 293, 957, 342]
ad-subtitle: AND SURROUNDING DISTRICT.	[192, 918, 319, 929]
ad-footer: 363	[781, 1323, 793, 1333]
ad-subtitle: COMMISSION AGENT, MAIN-STREET, GREYTOWN,	[641, 165, 790, 185]
ad-signature: F. GRAY, Blacksmith, Coachbuilder, and Wheelwright, MASTERTON.	[23, 1240, 159, 1260]
ad-title: TENUI HOTEL.	[522, 460, 604, 472]
advertisement	[494, 835, 632, 1092]
advertisement	[799, 26, 957, 109]
advertisement	[10, 1096, 172, 1267]
advertisement	[638, 224, 793, 301]
ad-title: FOR SALE.	[383, 114, 444, 126]
ad-footer: 290	[1094, 479, 1106, 489]
ad-subtitle: SADDLERS AND HARNESS-MAKERS,	[980, 55, 1089, 75]
advertisement	[494, 457, 632, 628]
ad-body: Having purchased the whole of the Stock of G. Buyer's, beg most respectfully to solicit a share of the patronage of the settlers of Carterton, Taratahi, and outlying districts, and trust that by civility and attention to business, combined with selling the best articles at the lowest remunerative rates, to give satisfaction to those who may favor them with their orders. They invite attention to their large stock of Groceries, Drapery, Crockery, Glassware, and Ironmongery, most of which they purchased at first-hand in England, during the recent depression. SHEEP SHEARS, SHEEP SHEARS. GARDENER & SON having imported a very large quantity of Sheep Shears, can offer the same at the following prices—Ward and Payne's No. 36, & 6d; J. Sorby and Sons, No. 40, 4s 6d; Greaves' Patent, No. 36, 4s. A liberal discount to buyers of half-dozens or more. Agent for Northern Insurance Co.	[638, 1119, 793, 1321]
ad-body: Coaches, horses, buggies, always on hire. Horses to buy and to sell on the most reasonable terms. Always ready to do business.	[799, 548, 957, 578]
advertisement	[10, 26, 172, 134]
ad-body: F. GRAY, in returning thanks to his numerous customers for past favors, begs to inform the public generally that having now in stock a large quantity of the very best timber suitable for Coachbuilding and Wheelwrighting, he is prepared to receive and execute all orders entrusted to him, and will guarantee both style and finish equal to any turned out in any part of the Province. Repairs to all kinds of Vehicles, including trimming & painting, shaft re-covering and upholstering, neatly and promptly attended to.	[10, 1113, 172, 1239]
ad-footer: MONEY TO LEND.	[266, 591, 333, 601]
ad-subtitle: BY M. R. MILLER, NAPIER.	[360, 489, 467, 500]
ad-subtitle: MASTERTON.	[536, 864, 590, 875]
ad-body: At Stevenson & Smith's Buildings, Featherston-street, WELLINGTON.	[494, 1275, 632, 1296]
ad-body: The Proprietor begs to announce to the general public that he has opened the above Boarding House, and hopes by reasonable charges, first-class meals (including Tea or Coffee), and Cocoa at table, to merit a share of public patronage.	[10, 1548, 172, 1611]
ad-title: CARRIAGE.	[845, 30, 911, 41]
advertisement	[10, 532, 172, 755]
ad-body: JOHN BROOKLING, Shingle Splitter, POLE RAILS, Palings, House Blocks, &c., at Papauwai, Greytown. Agents: Featherston—Mr Codenhead. Greytown—Mr Wilson, Blacksmith.	[963, 430, 1106, 478]
ad-title: RISING SUN HOTEL,	[506, 184, 620, 196]
ad-title: WATSON & WINTERINGHAM	[986, 30, 1083, 53]
ad-body: CABINET MAKER AND UPHOLSTERER, Dixon's Buildings, Cuba-street, WELLINGTON. I take this opportunity of thanking my numerous Friends and the General Public for their past support and favors during the time I have been in business, and beg to inform them that I have now VERY CHEAP LINES in Bedsteads, Bedding, American Chairs, Drawing-room Suites, Toilet Sets, And other Goods too numerous to particularise, for which an early call will oblige. Please note the address: DIXON'S BUILDINGS, CUBA-STREET, Next door to Mr Kerby's, Draper.	[963, 710, 1106, 854]
ad-title: NOTICE.	[854, 114, 902, 126]
ad-title: PUBLIC NOTICE.	[668, 1085, 763, 1097]
